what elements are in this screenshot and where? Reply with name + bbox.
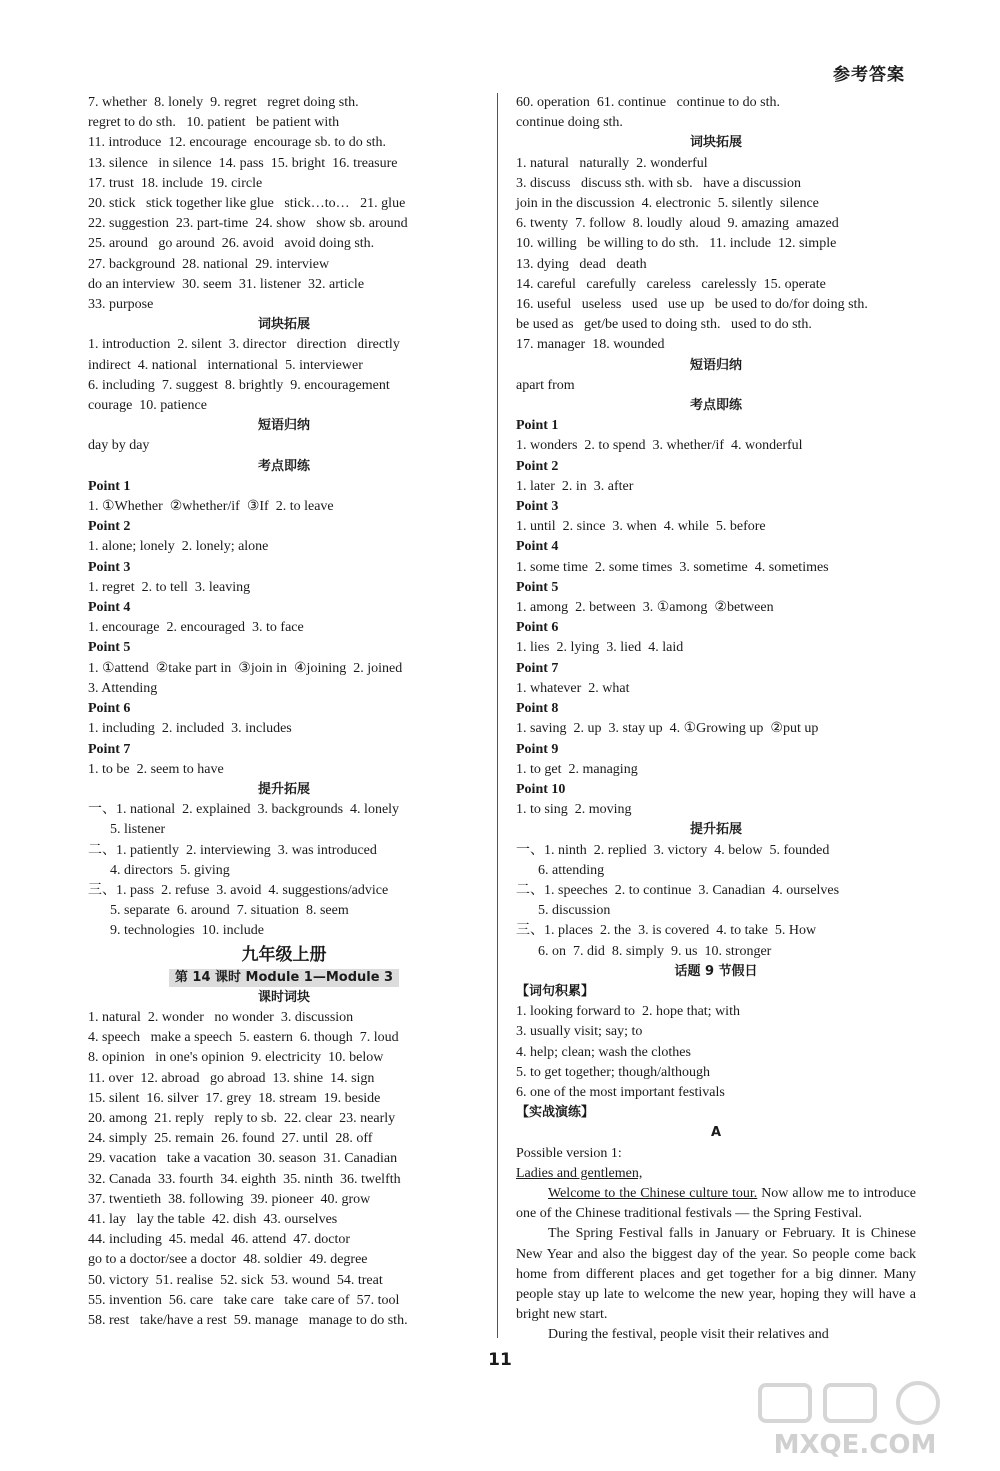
section-heading: 词块拓展 xyxy=(689,135,742,151)
answer-paragraph: The Spring Festival falls in January or February. It is Chinese New Year and also the biggest day of the year. So people come back home from different places and get together for a big dinner. Many people stay up late to welcome the new year, hoping they will have a bright new start. xyxy=(516,1226,916,1323)
section-heading: 提升拓展 xyxy=(689,822,742,838)
answer-line: 10. willing be willing to do sth. 11. include 12. simple xyxy=(516,236,837,252)
answer-line: 16. useful useless used use up be used to do/for doing sth. xyxy=(516,297,868,313)
answer-line: 6. one of the most important festivals xyxy=(516,1084,725,1100)
answer-line: 58. rest take/have a rest 59. manage manage to do sth. xyxy=(88,1312,408,1328)
answer-line: 三、1. pass 2. refuse 3. avoid 4. suggestions/advice xyxy=(88,882,389,898)
answer-line: 1. natural 2. wonder no wonder 3. discussion xyxy=(88,1009,354,1025)
answer-line: 1. regret 2. to tell 3. leaving xyxy=(88,579,251,595)
answer-line: day by day xyxy=(88,438,150,454)
point-label: Point 8 xyxy=(516,701,559,717)
page-header: 参考答案 xyxy=(833,65,905,85)
point-label: Point 1 xyxy=(88,478,131,494)
answer-line: 1. introduction 2. silent 3. director direction directly xyxy=(88,337,400,353)
answer-line: 1. alone; lonely 2. lonely; alone xyxy=(88,539,269,555)
answer-line: 5. separate 6. around 7. situation 8. seem xyxy=(110,903,349,919)
answer-line: 15. silent 16. silver 17. grey 18. stream 19. beside xyxy=(88,1090,381,1106)
answer-line: do an interview 30. seem 31. listener 32. article xyxy=(88,276,365,292)
left-column xyxy=(88,93,480,1331)
section-heading: 短语归纳 xyxy=(257,418,310,434)
answer-line: 20. among 21. reply reply to sb. 22. clear 23. nearly xyxy=(88,1110,396,1126)
svg-text:MXQE.COM: MXQE.COM xyxy=(773,1430,937,1460)
watermark-logo xyxy=(750,1379,960,1461)
answer-line: 24. simply 25. remain 26. found 27. until 28. off xyxy=(88,1131,373,1147)
answer-line: 三、1. places 2. the 3. is covered 4. to take 5. How xyxy=(516,923,817,939)
point-label: Point 4 xyxy=(88,600,131,616)
answer-line: 5. to get together; though/although xyxy=(516,1064,711,1080)
answer-line: regret to do sth. 10. patient be patient with xyxy=(88,115,340,131)
point-label: Point 3 xyxy=(516,499,559,515)
answer-line: Ladies and gentlemen, xyxy=(516,1165,643,1181)
grade-title: 九年级上册 xyxy=(241,944,327,965)
paragraph-text: Now allow me to introduce one of the Chinese traditional festivals — the Spring Festival. xyxy=(516,1185,917,1222)
right-column xyxy=(516,93,916,1346)
answer-line: 1. encourage 2. encouraged 3. to face xyxy=(88,620,304,636)
answer-line: 1. later 2. in 3. after xyxy=(516,478,634,494)
answer-line: 22. suggestion 23. part-time 24. show show sb. around xyxy=(88,216,408,232)
answer-line: 9. technologies 10. include xyxy=(110,923,264,939)
section-heading: 考点即练 xyxy=(689,398,742,414)
answer-line: 8. opinion in one's opinion 9. electricity 10. below xyxy=(88,1050,384,1066)
answer-line: 3. usually visit; say; to xyxy=(516,1024,643,1040)
answer-line: 一、1. ninth 2. replied 3. victory 4. below 5. founded xyxy=(516,842,830,858)
answer-line: 41. lay lay the table 42. dish 43. ourselves xyxy=(88,1211,338,1227)
answer-line: 37. twentieth 38. following 39. pioneer 40. grow xyxy=(88,1191,371,1207)
answer-line: 1. to get 2. managing xyxy=(516,761,638,777)
section-heading: 词块拓展 xyxy=(257,317,310,333)
point-label: Point 9 xyxy=(516,741,559,757)
answer-line: 1. natural naturally 2. wonderful xyxy=(516,155,708,171)
answer-line: 17. manager 18. wounded xyxy=(516,337,665,353)
answer-line: 20. stick stick together like glue stick…to… 21. glue xyxy=(88,196,406,212)
answer-line: 13. dying dead death xyxy=(516,256,647,272)
answer-line: Possible version 1: xyxy=(516,1145,622,1161)
answer-line: 1. among 2. between 3. ①among ②between xyxy=(516,600,774,616)
answer-line: 4. speech make a speech 5. eastern 6. though 7. loud xyxy=(88,1030,399,1046)
answer-line: 27. background 28. national 29. interview xyxy=(88,256,330,272)
answer-paragraph: During the festival, people visit their relatives and xyxy=(548,1327,829,1343)
answer-line: 二、1. patiently 2. interviewing 3. was introduced xyxy=(88,842,377,858)
answer-line: 11. introduce 12. encourage encourage sb. to do sth. xyxy=(88,135,387,151)
section-heading: 话题 9 节假日 xyxy=(674,963,758,979)
answer-line: 1. including 2. included 3. includes xyxy=(88,721,292,737)
point-label: Point 10 xyxy=(516,781,566,797)
answer-line: join in the discussion 4. electronic 5. silently silence xyxy=(516,196,819,212)
answer-line: 5. discussion xyxy=(538,903,611,919)
answer-line: 1. looking forward to 2. hope that; with xyxy=(516,1004,740,1020)
answer-line: 一、1. national 2. explained 3. backgrounds 4. lonely xyxy=(88,802,400,818)
answer-line: 13. silence in silence 14. pass 15. bright 16. treasure xyxy=(88,155,398,171)
answer-line: 29. vacation take a vacation 30. season 31. Canadian xyxy=(88,1151,398,1167)
answer-line: 3. Attending xyxy=(88,680,158,696)
answer-line: be used as get/be used to doing sth. used to do sth. xyxy=(516,317,812,333)
answer-line: indirect 4. national international 5. interviewer xyxy=(88,357,363,373)
underlined-sentence: Welcome to the Chinese culture tour. xyxy=(548,1185,758,1201)
answer-line: 1. some time 2. some times 3. sometime 4. sometimes xyxy=(516,559,829,575)
answer-line: 1. to be 2. seem to have xyxy=(88,761,224,777)
section-heading: 短语归纳 xyxy=(689,357,742,373)
point-label: Point 1 xyxy=(516,418,559,434)
column-divider xyxy=(497,93,498,1338)
answer-line: 7. whether 8. lonely 9. regret regret doing sth. xyxy=(88,95,359,110)
answer-paragraph xyxy=(516,1184,916,1224)
answer-line: 55. invention 56. care take care take care of 57. tool xyxy=(88,1292,400,1308)
answer-line: 1. lies 2. lying 3. lied 4. laid xyxy=(516,640,684,656)
section-heading: 考点即练 xyxy=(257,458,310,474)
answer-line: 6. twenty 7. follow 8. loudly aloud 9. amazing amazed xyxy=(516,216,839,232)
section-heading: 【词句积累】 xyxy=(516,983,595,999)
answer-line: 6. on 7. did 8. simply 9. us 10. stronger xyxy=(538,943,772,959)
point-label: Point 4 xyxy=(516,539,559,555)
answer-line: 1. whatever 2. what xyxy=(516,680,630,696)
answer-line: 14. careful carefully careless carelessly 15. operate xyxy=(516,276,826,292)
answer-line: 1. until 2. since 3. when 4. while 5. before xyxy=(516,519,766,535)
answer-line: 1. to sing 2. moving xyxy=(516,802,632,818)
answer-line: 6. including 7. suggest 8. brightly 9. encouragement xyxy=(88,377,390,393)
point-label: Point 2 xyxy=(516,458,559,474)
section-heading: 课时词块 xyxy=(257,989,310,1005)
lesson-banner xyxy=(88,968,480,988)
answer-line: 4. directors 5. giving xyxy=(110,862,230,878)
section-heading: 【实战演练】 xyxy=(516,1105,595,1121)
point-label: Point 7 xyxy=(516,660,559,676)
answer-line: 6. attending xyxy=(538,862,605,878)
answer-line: 1. wonders 2. to spend 3. whether/if 4. wonderful xyxy=(516,438,803,454)
point-label: Point 6 xyxy=(88,701,131,717)
answer-line: continue doing sth. xyxy=(516,115,623,131)
point-label: Point 2 xyxy=(88,519,131,535)
answer-line: courage 10. patience xyxy=(88,398,207,414)
point-label: Point 5 xyxy=(516,579,559,595)
section-heading: 提升拓展 xyxy=(257,781,310,797)
answer-line: 1. ①Whether ②whether/if ③If 2. to leave xyxy=(88,499,334,515)
answer-line: 32. Canada 33. fourth 34. eighth 35. ninth 36. twelfth xyxy=(88,1171,401,1187)
point-label: Point 7 xyxy=(88,741,131,757)
answer-line: go to a doctor/see a doctor 48. soldier 49. degree xyxy=(88,1252,368,1268)
answer-line: 1. ①attend ②take part in ③join in ④joining 2. joined xyxy=(88,660,403,676)
answer-line: 44. including 45. medal 46. attend 47. doctor xyxy=(88,1232,351,1248)
answer-line: 11. over 12. abroad go abroad 13. shine 14. sign xyxy=(88,1070,375,1086)
answer-line: 33. purpose xyxy=(88,297,154,313)
point-label: Point 6 xyxy=(516,620,559,636)
answer-line: apart from xyxy=(516,377,575,393)
point-label: Point 3 xyxy=(88,559,131,575)
answer-line: 17. trust 18. include 19. circle xyxy=(88,175,263,191)
answer-line: 60. operation 61. continue continue to do sth. xyxy=(516,95,781,110)
page-number: 11 xyxy=(488,1350,512,1370)
answer-line: 5. listener xyxy=(110,822,166,838)
answer-line: 3. discuss discuss sth. with sb. have a discussion xyxy=(516,175,802,191)
answer-line: 1. saving 2. up 3. stay up 4. ①Growing up ②put up xyxy=(516,721,819,737)
answer-line: 二、1. speeches 2. to continue 3. Canadian 4. ourselves xyxy=(516,882,840,898)
answer-line: 4. help; clean; wash the clothes xyxy=(516,1044,691,1060)
answer-line: 50. victory 51. realise 52. sick 53. wound 54. treat xyxy=(88,1272,383,1288)
answer-line: 25. around go around 26. avoid avoid doing sth. xyxy=(88,236,375,252)
section-heading: A xyxy=(710,1125,722,1141)
point-label: Point 5 xyxy=(88,640,131,656)
lesson-banner-text: 第 14 课时 Module 1—Module 3 xyxy=(169,969,399,987)
